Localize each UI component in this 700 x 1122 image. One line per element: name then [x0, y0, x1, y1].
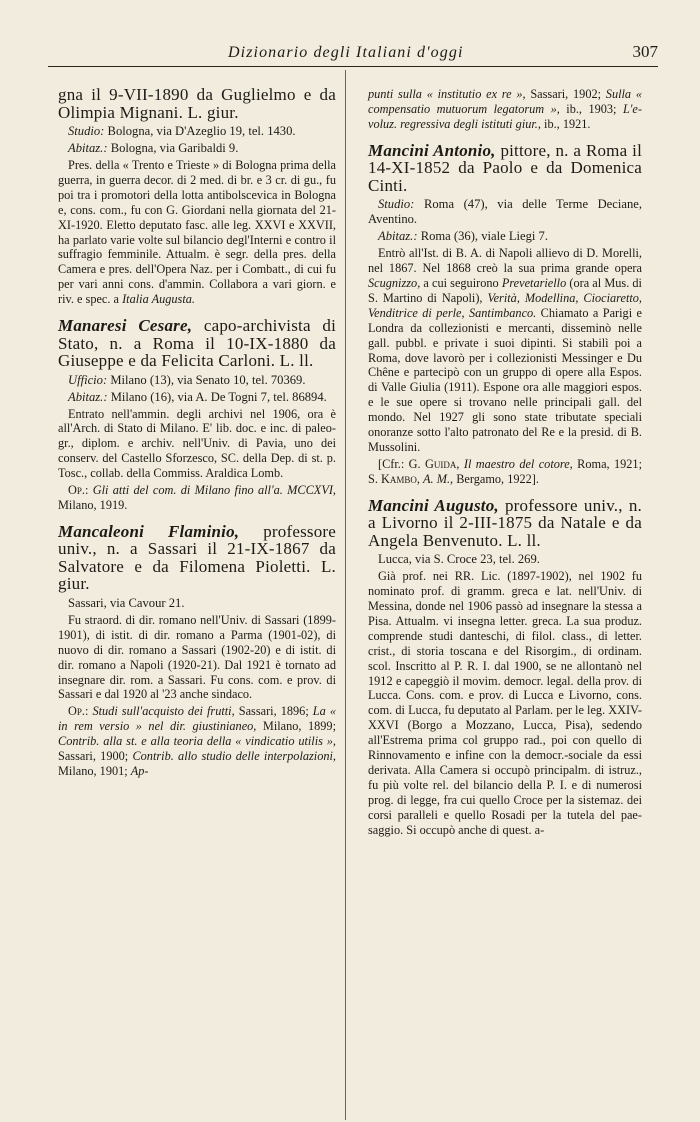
entry-heading — [368, 497, 642, 550]
biography — [368, 246, 642, 455]
office-address — [58, 373, 336, 388]
studio-address — [368, 197, 642, 227]
ref-author: Guida, — [425, 456, 460, 471]
abitaz-label: Abitaz.: — [378, 229, 418, 244]
bio-text: Entrò all'Ist. di B. A. di Napoli allievo di D. Morelli, nel 1867. Nel 1868 creò la sua prima grande opera — [368, 246, 642, 276]
artwork-title: Prevetariello — [501, 276, 567, 291]
bio-text: (ora al Mus. di S. Martino di Napoli), — [368, 276, 642, 305]
entry-heading-text: professore univ., n. a Sassari il 21-IX-1867 da Salvatore e da Filomena Pioletti. L. giur. — [58, 521, 337, 594]
work-publication: Sassari, 1896; — [238, 704, 309, 719]
ref-author: Kambo, — [381, 471, 420, 486]
running-head: Dizionario degli Italiani d'oggi — [228, 44, 464, 61]
abitaz-value: Roma (36), viale Liegi 7. — [420, 229, 548, 244]
biography: Fu straord. di dir. romano nell'Univ. di Sassari (1899-1901), di istit. di dir. romano a Parma (1901-02), di nuovo di dir. romano a Sassari (1902-20) e di istit. di dir. romano a Napoli (1920-21). Dal 1921 è tornato ad insegnare dir. rom. a Sassari. Fu cons. com. e prov. di Sassari e dal 1920 al '23 anche sindaco. — [58, 612, 336, 702]
home-address — [368, 229, 642, 244]
work-title: Contrib. allo studio delle interpolazioni, — [132, 749, 336, 764]
ref-text: Bergamo, 1922]. — [456, 471, 539, 486]
biography: Entrato nell'ammin. degli archivi nel 1906, ora è all'Arch. di Stato di Milano. E' lib. doc. e inc. di paleogr., diplom. e archiv. nell'Univ. di Pavia, uno dei conserv. del Castello Sforzesco, SC. della Dep. di st. p. Tosc., collab. della Commiss. Araldica Lomb. — [58, 406, 336, 481]
work-publication: Sassari, 1902; — [530, 87, 602, 101]
entry-mancaleoni — [58, 523, 336, 779]
entry-mancini-augusto — [368, 497, 642, 838]
work-title: Gli atti del com. di Milano fino all'a. MCCXVI, — [92, 483, 336, 498]
abitaz-label: Abitaz.: — [68, 141, 108, 155]
works-label: Op.: — [68, 483, 89, 498]
ref-text: [Cfr.: G. — [378, 456, 421, 471]
works-label: Op.: — [68, 704, 89, 719]
work-title: La « in rem versio » nel dir. giustinianeo, — [58, 704, 336, 734]
work-publication: Sassari, 1900; — [58, 749, 129, 764]
page-number: 307 — [632, 42, 658, 61]
column-divider — [345, 70, 346, 1120]
entry-heading: gna il 9-VII-1890 da Guglielmo e da Olimpia Mignani. L. giur. — [58, 85, 336, 122]
work-title: punti sulla « institutio ex re », — [368, 87, 526, 101]
home-address — [58, 141, 336, 156]
works — [58, 704, 336, 779]
biography — [58, 158, 336, 307]
ref-text: Roma, 1921; S. — [368, 456, 642, 486]
studio-label: Studio: — [378, 197, 415, 212]
left-column — [58, 86, 336, 789]
artwork-titles: Verità, Modellina, Ciociaretto, Venditrice di perle, Santimbanco. — [368, 290, 642, 320]
entry-heading-text: professore univ., n. a Livorno il 2-III-1875 da Natale e da Angela Benvenuto. L. ll. — [368, 495, 642, 550]
ref-title: Il maestro del cotore, — [463, 456, 573, 471]
home-address — [58, 390, 336, 405]
references — [368, 457, 642, 487]
entry-continued-works — [368, 87, 642, 132]
entry-heading-text: capo-archivista di Stato, n. a Roma il 10-IX-1880 da Giuseppe e da Felicita Carloni. L. ll. — [58, 316, 336, 371]
biography-text: Pres. della « Trento e Trieste » di Bologna prima della guerra, in guerra decor. di 2 med. di br. e 3 cr. di gu., fu poi tra i promotori della lotta antibolscevica in Bologna e, cons. com., fu con G. Giordani nella giornata del 21-XI-1920. Eletto deputato fasc. alle leg. XXVI e XXVII, ha parlato varie volte sul bilancio degl'Interni e contro il suffragio femminile. Attualm. è segr. della pres. della Camera e pres. dell'Opera Naz. per i Combatt., di cui fu per vari anni cons. d'ammin. Collabora a vari giorn. e riv. e spec. a — [58, 158, 336, 307]
entry-name: Mancini Antonio, — [368, 140, 496, 160]
ufficio-value: Milano (13), via Senato 10, tel. 70369. — [110, 372, 306, 387]
entry-manaresi — [58, 317, 336, 513]
bio-text: Chiamato a Parigi e Londra da collezionisti e mercanti, disseminò nelle gall. pubbl. e private i suoi dipinti. Si stabilì poi a Roma, dove lavorò per i collezionisti Messinger e Du Chêne e partecipò con un gruppo di opere alla Espos. di Valle Giulia (1911). Espone ora alle maggiori espos. e le sue opere si trovano nelle principali gall. del mondo. Nel 1927 gli sono state tributate speciali onoranze sotto l'alto patronato del Re e la presid. di B. Mussolini. — [368, 305, 642, 454]
artwork-title: Scugnizzo, — [368, 276, 421, 291]
biography-journal: Italia Augusta. — [122, 292, 195, 307]
entry-name: Mancaleoni Flaminio, — [58, 521, 240, 541]
abitaz-value: Milano (16), via A. De Togni 7, tel. 86894. — [110, 389, 327, 404]
entry-heading — [58, 523, 336, 593]
work-title: Ap- — [130, 763, 149, 778]
entry-name: Mancini Augusto, — [368, 495, 499, 515]
work-publication: ib., 1921. — [544, 116, 591, 131]
entry-heading — [58, 317, 336, 370]
ref-title: A. M., — [423, 471, 454, 486]
abitaz-value: Bologna, via Garibaldi 9. — [110, 141, 239, 155]
studio-address — [58, 124, 336, 139]
work-publication: Milano, 1899; — [262, 719, 336, 734]
bio-text: a cui seguirono — [423, 276, 499, 291]
right-column — [368, 87, 642, 848]
work-publication: Milano, 1919. — [58, 498, 128, 512]
work-title: L'evoluz. regressiva degli istituti giur., — [368, 101, 642, 131]
page-header — [48, 36, 658, 67]
studio-value: Roma (47), via delle Terme Deciane, Aventino. — [368, 197, 642, 227]
work-publication: Milano, 1901; — [58, 763, 128, 778]
entry-name: Manaresi Cesare, — [58, 316, 193, 336]
studio-value: Bologna, via D'Azeglio 19, tel. 1430. — [107, 124, 296, 138]
studio-label: Studio: — [68, 124, 105, 138]
entry-mancini-antonio — [368, 142, 642, 487]
biography: Già prof. nei RR. Lic. (1897-1902), nel 1902 fu nominato prof. di gramm. greca e lat. nell'Univ. di Messina, donde nel 1906 passò ad insegnare la stessa a Pisa. Attualm. vi insegna letter. greca. La sua produz. comprende studi danteschi, di filol. class., di letter. crist., di storia toscana e del Risorgim., di ordinam. scol. Inscritto al P. R. I. dal 1900, se ne allontanò nel 1912 e capeggiò il movim. democr. legal. della prov. di Lucca. Cons. com. e prov. di Lucca e Livorno, cons. com. di Lucca, fu deputato al Parlam. per le leg. XXIV-XXVI (Borgo a Mozzano, Lucca, Pisa), sedendo all'Estrema prima col gruppo rad., poi con quello di Rinnovamento e infine con la democr.-sociale da essi derivata. Alla Camera si occupò principalm. di istruz., fu più volte rel. del bilancio della P. I. e di numerosi prog. di legge, fra cui quello Croce per la sistemaz. dei corsi paralleli e quello Rosadi per la tutela del paesaggio. Si occupò anche di quest. a- — [368, 569, 642, 837]
entry-heading — [368, 142, 642, 195]
works — [58, 483, 336, 513]
work-title: Contrib. alla st. e alla teoria della « vindicatio utilis », — [58, 734, 336, 749]
ufficio-label: Ufficio: — [68, 372, 108, 387]
entry-continued — [58, 86, 336, 307]
address: Sassari, via Cavour 21. — [68, 595, 185, 610]
work-title: Studi sull'acquisto dei frutti, — [92, 704, 235, 719]
work-title: Sulla « compensatio mutuorum legatorum », — [368, 87, 642, 116]
entry-heading-text: pittore, n. a Roma il 14-XI-1852 da Paolo e da Domenica Cinti. — [368, 140, 642, 195]
address: Lucca, via S. Croce 23, tel. 269. — [378, 552, 540, 567]
works-continued — [368, 87, 642, 132]
work-publication: ib., 1903; — [566, 101, 617, 116]
abitaz-label: Abitaz.: — [68, 389, 108, 404]
